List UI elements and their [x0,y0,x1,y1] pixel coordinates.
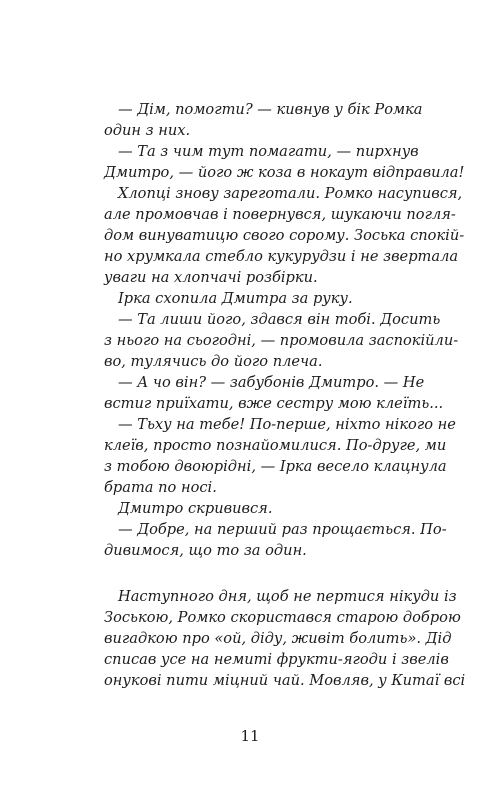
text-line: Ірка схопила Дмитра за руку. [118,290,353,307]
text-line: встиг приїхати, вже сестру мою клеїть... [104,395,444,412]
page-number: 11 [240,727,260,745]
text-line: — Та з чим тут помагати, — пирхнув [118,143,419,160]
text-line: дивимося, що то за один. [104,542,307,559]
text-line: — Та лиши його, здався він тобі. Досить [118,311,441,328]
text-line: во, тулячись до його плеча. [104,353,323,370]
text-line: вигадкою про «ой, діду, живіт болить». Дід [104,630,452,647]
text-line: но хрумкала стебло кукурудзи і не звертала [104,248,459,265]
text-line: з тобою двоюрідні, — Ірка весело клацнула [104,458,447,475]
text-line: дом винуватицю свого сорому. Зоська спокій- [104,227,465,244]
text-line: клеїв, просто познайомилися. По-друге, ми [104,437,447,454]
text-line: онукові пити міцний чай. Мовляв, у Китаї всі [104,672,466,689]
text-line: — Добре, на перший раз прощається. По- [118,521,447,538]
text-line: списав усе на немиті фрукти-ягоди і звелів [104,651,449,668]
text-line: — Тьху на тебе! По-перше, ніхто нікого не [118,416,456,433]
text-line: Дмитро, — його ж коза в нокаут відправила! [104,164,465,181]
text-line: брата по носі. [104,479,217,496]
text-line: Наступного дня, щоб не пертися нікуди із [118,588,457,605]
text-line: Зоською, Ромко скористався старою доброю [104,609,461,626]
text-line: з нього на сьогодні, — промовила заспокійли- [104,332,459,349]
text-line: Дмитро скривився. [118,500,273,517]
text-line: уваги на хлопчачі розбірки. [104,269,318,286]
text-line: але промовчав і повернувся, шукаючи погля- [104,206,456,223]
text-line: один з них. [104,122,191,139]
text-line: — Дім, помогти? — кивнув у бік Ромка [118,101,423,118]
text-line: — А чо він? — забубонів Дмитро. — Не [118,374,425,391]
text-line: Хлопці знову зареготали. Ромко насупився, [118,185,463,202]
